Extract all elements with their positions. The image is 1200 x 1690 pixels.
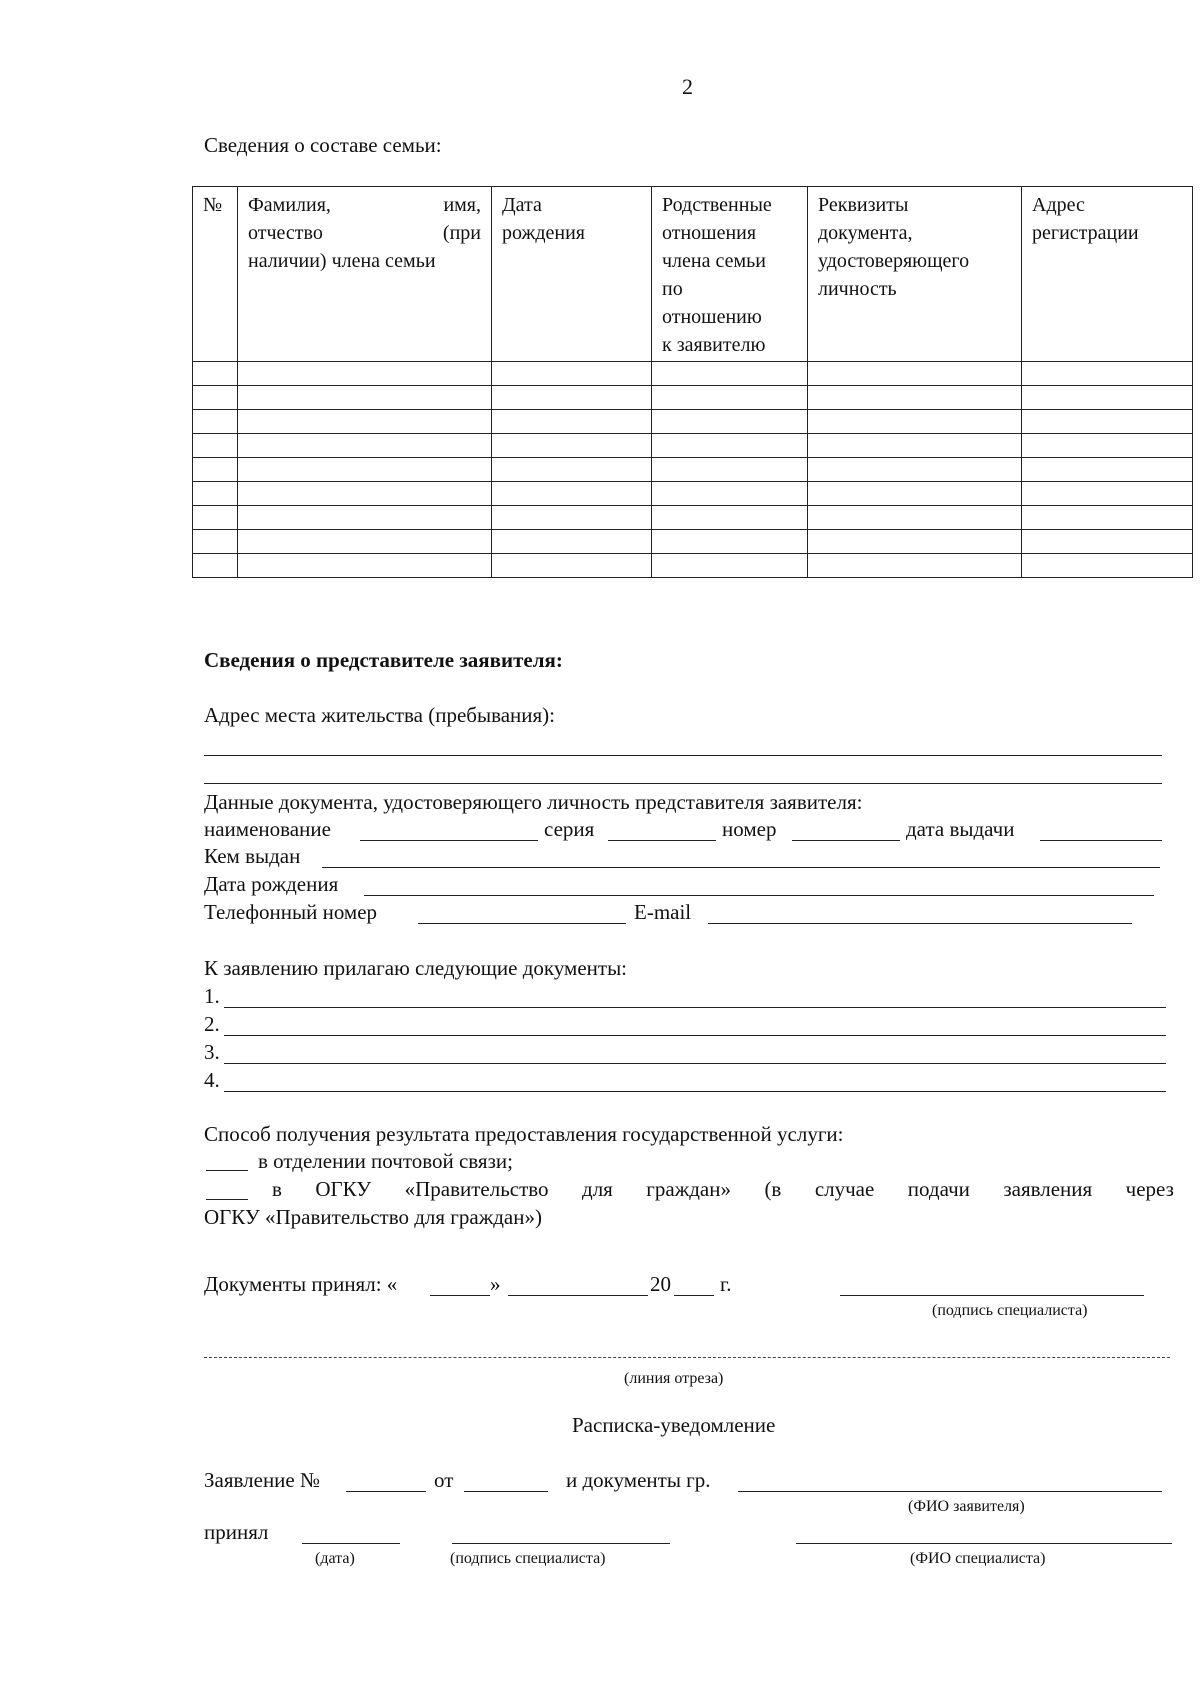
table-cell[interactable] bbox=[808, 362, 1022, 386]
table-cell[interactable] bbox=[238, 458, 492, 482]
header-relation: Родственные отношения члена семьи по отношению к заявителю bbox=[652, 187, 808, 362]
table-cell[interactable] bbox=[652, 482, 808, 506]
birth-date-field[interactable] bbox=[364, 895, 1154, 896]
table-row[interactable] bbox=[193, 410, 1193, 434]
table-cell[interactable] bbox=[238, 554, 492, 578]
accepted-quote-close: » bbox=[490, 1272, 501, 1296]
issued-by-field[interactable] bbox=[322, 867, 1160, 868]
table-cell[interactable] bbox=[492, 530, 652, 554]
attachment-line-2[interactable] bbox=[224, 1035, 1166, 1036]
table-cell[interactable] bbox=[193, 458, 238, 482]
table-row[interactable] bbox=[193, 554, 1193, 578]
issue-date-field[interactable] bbox=[1040, 840, 1162, 841]
cut-line bbox=[204, 1357, 1170, 1358]
doc-name-field[interactable] bbox=[360, 840, 538, 841]
table-row[interactable] bbox=[193, 362, 1193, 386]
table-cell[interactable] bbox=[193, 530, 238, 554]
table-cell[interactable] bbox=[238, 530, 492, 554]
table-cell[interactable] bbox=[808, 386, 1022, 410]
table-cell[interactable] bbox=[193, 482, 238, 506]
family-table bbox=[192, 186, 1193, 578]
address-label: Адрес места жительства (пребывания): bbox=[204, 703, 556, 727]
table-row[interactable] bbox=[193, 482, 1193, 506]
specialist-fio-caption: (ФИО специалиста) bbox=[910, 1550, 1046, 1567]
specialist-fio-field[interactable] bbox=[796, 1543, 1172, 1544]
table-header-row bbox=[193, 187, 1193, 362]
table-cell[interactable] bbox=[1022, 362, 1193, 386]
receipt-date-field[interactable] bbox=[302, 1543, 400, 1544]
delivery-option-2-continued: ОГКУ «Правительство для граждан») bbox=[204, 1205, 542, 1229]
address-line-1[interactable] bbox=[204, 755, 1162, 756]
number-field[interactable] bbox=[792, 840, 900, 841]
attachment-number-3: 3. bbox=[204, 1040, 220, 1064]
table-cell[interactable] bbox=[1022, 554, 1193, 578]
cut-line-caption: (линия отреза) bbox=[624, 1370, 724, 1387]
accepted-day-field[interactable] bbox=[430, 1295, 490, 1296]
delivery-option-2-mark[interactable] bbox=[206, 1199, 248, 1200]
table-cell[interactable] bbox=[492, 362, 652, 386]
table-cell[interactable] bbox=[652, 386, 808, 410]
issue-date-label: дата выдачи bbox=[906, 817, 1015, 841]
table-row[interactable] bbox=[193, 386, 1193, 410]
header-id-document: Реквизиты документа, удостоверяющего личность bbox=[808, 187, 1022, 362]
table-row[interactable] bbox=[193, 434, 1193, 458]
address-line-2[interactable] bbox=[204, 783, 1162, 784]
birth-date-label: Дата рождения bbox=[204, 872, 339, 896]
header-birth-date: Дата рождения bbox=[492, 187, 652, 362]
table-cell[interactable] bbox=[193, 362, 238, 386]
table-cell[interactable] bbox=[652, 506, 808, 530]
table-cell[interactable] bbox=[238, 362, 492, 386]
accepted-label: Документы принял: « bbox=[204, 1272, 398, 1296]
receipt-signature-caption: (подпись специалиста) bbox=[450, 1550, 606, 1567]
attachment-line-4[interactable] bbox=[224, 1091, 1166, 1092]
attachment-number-4: 4. bbox=[204, 1068, 220, 1092]
table-cell[interactable] bbox=[652, 434, 808, 458]
receipt-title: Расписка-уведомление bbox=[572, 1413, 776, 1437]
table-cell[interactable] bbox=[492, 482, 652, 506]
table-cell[interactable] bbox=[193, 554, 238, 578]
table-cell[interactable] bbox=[808, 482, 1022, 506]
table-cell[interactable] bbox=[1022, 410, 1193, 434]
issued-by-label: Кем выдан bbox=[204, 844, 301, 868]
table-cell[interactable] bbox=[238, 410, 492, 434]
accepted-year-field[interactable] bbox=[674, 1295, 714, 1296]
table-cell[interactable] bbox=[492, 554, 652, 578]
statement-from-label: от bbox=[434, 1468, 454, 1492]
statement-date-field[interactable] bbox=[464, 1491, 548, 1492]
table-cell[interactable] bbox=[238, 434, 492, 458]
table-cell[interactable] bbox=[193, 506, 238, 530]
table-cell[interactable] bbox=[1022, 530, 1193, 554]
table-cell[interactable] bbox=[238, 482, 492, 506]
table-cell[interactable] bbox=[652, 362, 808, 386]
doc-name-label: наименование bbox=[204, 817, 331, 841]
table-cell[interactable] bbox=[193, 434, 238, 458]
table-cell[interactable] bbox=[652, 530, 808, 554]
table-cell[interactable] bbox=[652, 554, 808, 578]
accepted-signature-field[interactable] bbox=[840, 1295, 1144, 1296]
phone-field[interactable] bbox=[418, 923, 626, 924]
applicant-fio-field[interactable] bbox=[738, 1491, 1162, 1492]
email-label: E-mail bbox=[634, 900, 692, 924]
table-cell[interactable] bbox=[808, 434, 1022, 458]
accepted-year-suffix: г. bbox=[720, 1272, 732, 1296]
statement-number-field[interactable] bbox=[346, 1491, 426, 1492]
table-cell[interactable] bbox=[238, 506, 492, 530]
attachment-number-2: 2. bbox=[204, 1012, 220, 1036]
table-cell[interactable] bbox=[808, 410, 1022, 434]
header-number: № bbox=[193, 187, 238, 362]
header-registration-address: Адрес регистрации bbox=[1022, 187, 1193, 362]
table-cell[interactable] bbox=[652, 410, 808, 434]
attachment-number-1: 1. bbox=[204, 984, 220, 1008]
table-cell[interactable] bbox=[1022, 506, 1193, 530]
table-cell[interactable] bbox=[808, 458, 1022, 482]
delivery-option-1: в отделении почтовой связи; bbox=[258, 1149, 513, 1173]
accepted-by-label: принял bbox=[204, 1520, 269, 1544]
table-cell[interactable] bbox=[808, 506, 1022, 530]
docs-citizen-label: и документы гр. bbox=[566, 1468, 711, 1492]
table-cell[interactable] bbox=[1022, 434, 1193, 458]
attachments-title: К заявлению прилагаю следующие документы: bbox=[204, 956, 628, 980]
table-cell[interactable] bbox=[808, 530, 1022, 554]
page-number: 2 bbox=[682, 74, 693, 99]
series-label: серия bbox=[544, 817, 595, 841]
representative-section-title: Сведения о представителе заявителя: bbox=[204, 648, 563, 672]
table-cell[interactable] bbox=[492, 410, 652, 434]
phone-label: Телефонный номер bbox=[204, 900, 378, 924]
delivery-option-2: в ОГКУ «Правительство для граждан» (в случае подачи заявления через bbox=[272, 1177, 1174, 1201]
table-cell[interactable] bbox=[193, 386, 238, 410]
table-cell[interactable] bbox=[1022, 482, 1193, 506]
series-field[interactable] bbox=[608, 840, 716, 841]
id-document-intro: Данные документа, удостоверяющего личность представителя заявителя: bbox=[204, 790, 863, 814]
table-cell[interactable] bbox=[238, 386, 492, 410]
delivery-option-1-mark[interactable] bbox=[206, 1170, 248, 1171]
table-row[interactable] bbox=[193, 506, 1193, 530]
table-cell[interactable] bbox=[808, 554, 1022, 578]
table-cell[interactable] bbox=[492, 458, 652, 482]
applicant-fio-caption: (ФИО заявителя) bbox=[908, 1498, 1025, 1515]
receipt-date-caption: (дата) bbox=[315, 1550, 355, 1567]
number-label: номер bbox=[722, 817, 777, 841]
accepted-signature-caption: (подпись специалиста) bbox=[932, 1302, 1088, 1319]
table-row[interactable] bbox=[193, 458, 1193, 482]
table-cell[interactable] bbox=[193, 410, 238, 434]
statement-number-label: Заявление № bbox=[204, 1468, 321, 1492]
accepted-year-prefix: 20 bbox=[650, 1272, 671, 1296]
delivery-title: Способ получения результата предоставления государственной услуги: bbox=[204, 1122, 844, 1146]
table-cell[interactable] bbox=[1022, 386, 1193, 410]
attachment-line-3[interactable] bbox=[224, 1063, 1166, 1064]
table-cell[interactable] bbox=[492, 386, 652, 410]
receipt-signature-field[interactable] bbox=[452, 1543, 670, 1544]
accepted-month-field[interactable] bbox=[508, 1295, 648, 1296]
table-cell[interactable] bbox=[492, 506, 652, 530]
table-cell[interactable] bbox=[652, 458, 808, 482]
table-row[interactable] bbox=[193, 530, 1193, 554]
email-field[interactable] bbox=[708, 923, 1132, 924]
table-cell[interactable] bbox=[1022, 458, 1193, 482]
header-full-name: Фамилия, имя, отчество (при наличии) члена семьи bbox=[238, 187, 492, 362]
family-section-title: Сведения о составе семьи: bbox=[204, 133, 442, 157]
table-cell[interactable] bbox=[492, 434, 652, 458]
attachment-line-1[interactable] bbox=[224, 1007, 1166, 1008]
